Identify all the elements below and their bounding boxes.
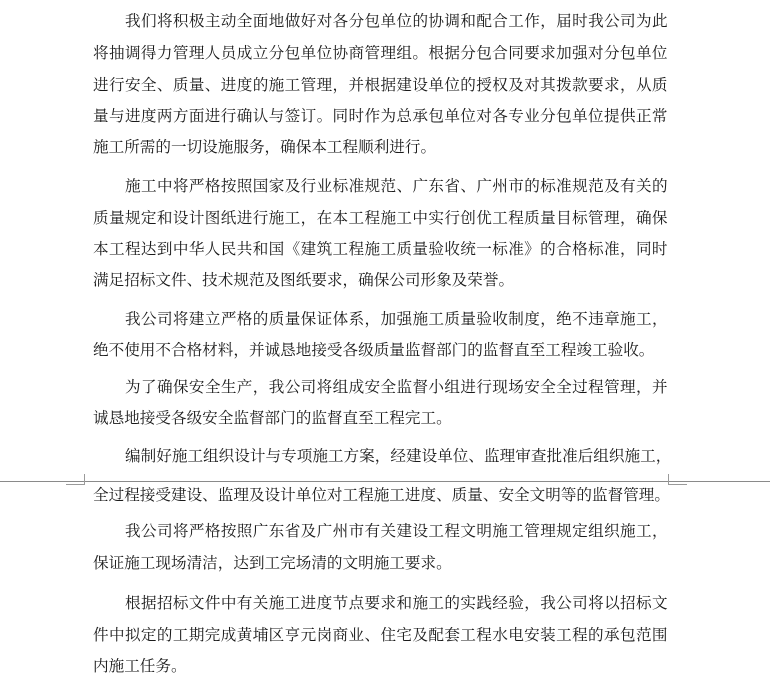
paragraph-6-line-1: 我 公 司 将 严 格 按 照 广 东 省 及 广 州 市 有 关 建 设 工 程 文 明 施 工 管 理 规 定 组 织 施 工 ， bbox=[125, 522, 668, 540]
page-corner-mark bbox=[668, 474, 687, 485]
paragraph-4-line-2: 诚恳地接受各级安全监督部门的监督直至工程完工。 bbox=[93, 409, 452, 427]
paragraph-5-line-1: 编 制 好 施 工 组 织 设 计 与 专 项 施 工 方 案 ， 经 建 设 单 位 、 监 理 审 查 批 准 后 组 织 施 工 ， bbox=[125, 447, 672, 465]
paragraph-7-line-2: 件 中 拟 定 的 工 期 完 成 黄 埔 区 亨 元 岗 商 业 、 住 宅 及 配 套 工 程 水 电 安 装 工 程 的 承 包 范 围 bbox=[93, 626, 668, 644]
paragraph-5-line-2: 全过程接受建设、监理及设计单位对工程施工进度、质量、安全文明等的监督管理。 bbox=[93, 486, 670, 504]
paragraph-1-line-1: 我 们 将 积 极 主 动 全 面 地 做 好 对 各 分 包 单 位 的 协 调 和 配 合 工 作 ， 届 时 我 公 司 为 此 bbox=[125, 12, 668, 30]
paragraph-4-line-1: 为 了 确 保 安 全 生 产 ， 我 公 司 将 组 成 安 全 监 督 小 组 进 行 现 场 安 全 全 过 程 管 理 ， 并 bbox=[125, 378, 668, 396]
paragraph-3-line-1: 我 公 司 将 建 立 严 格 的 质 量 保 证 体 系 ， 加 强 施 工 质 量 验 收 制 度 ， 绝 不 违 章 施 工 ， bbox=[125, 310, 668, 328]
paragraph-3-line-2: 绝不使用不合格材料，并诚恳地接受各级质量监督部门的监督直至工程竣工验收。 bbox=[93, 341, 655, 359]
paragraph-1-line-3: 进 行 安 全 、 质 量 、 进 度 的 施 工 管 理 ， 并 根 据 建 设 单 位 的 授 权 及 对 其 拨 款 要 求 ， 从 质 bbox=[93, 76, 668, 94]
paragraph-7-line-3: 内施工任务。 bbox=[93, 657, 187, 675]
paragraph-7-line-1: 根 据 招 标 文 件 中 有 关 施 工 进 度 节 点 要 求 和 施 工 的 实 践 经 验 ， 我 公 司 将 以 招 标 文 bbox=[125, 594, 668, 612]
paragraph-2-line-4: 满足招标文件、技术规范及图纸要求，确保公司形象及荣誉。 bbox=[93, 271, 515, 289]
page-separator bbox=[0, 481, 770, 482]
paragraph-1-line-5: 施工所需的一切设施服务，确保本工程顺利进行。 bbox=[93, 138, 437, 156]
paragraph-2-line-1: 施 工 中 将 严 格 按 照 国 家 及 行 业 标 准 规 范 、 广 东 省 、 广 州 市 的 标 准 规 范 及 有 关 的 bbox=[125, 177, 668, 195]
page-break bbox=[0, 472, 770, 486]
paragraph-6-line-2: 保证施工现场清洁，达到工完场清的文明施工要求。 bbox=[93, 554, 452, 572]
page-corner-mark bbox=[66, 474, 85, 485]
paragraph-1-line-2: 将 抽 调 得 力 管 理 人 员 成 立 分 包 单 位 协 商 管 理 组 。 根 据 分 包 合 同 要 求 加 强 对 分 包 单 位 bbox=[93, 44, 668, 62]
paragraph-2-line-2: 质 量 规 定 和 设 计 图 纸 进 行 施 工 ， 在 本 工 程 施 工 中 实 行 创 优 工 程 质 量 目 标 管 理 ， 确 保 bbox=[93, 209, 668, 227]
paragraph-2-line-3: 本 工 程 达 到 中 华 人 民 共 和 国 《 建 筑 工 程 施 工 质 量 验 收 统 一 标 准 》 的 合 格 标 准 ， 同 时 bbox=[93, 240, 668, 258]
paragraph-1-line-4: 量 与 进 度 两 方 面 进 行 确 认 与 签 订 。 同 时 作 为 总 承 包 单 位 对 各 专 业 分 包 单 位 提 供 正 常 bbox=[93, 107, 668, 125]
